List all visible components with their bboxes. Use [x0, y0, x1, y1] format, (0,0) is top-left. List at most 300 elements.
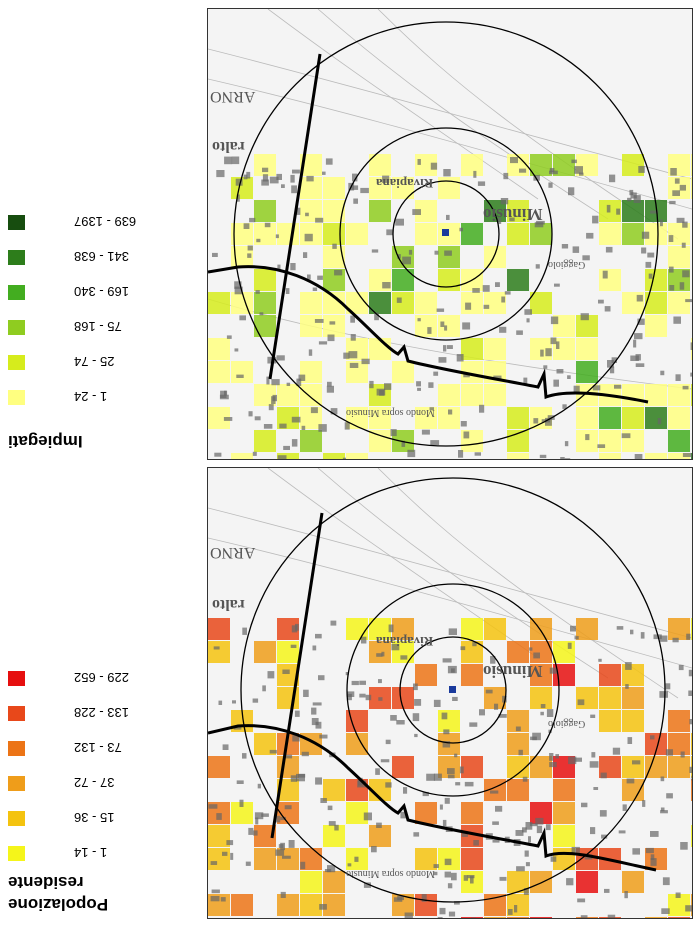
building-footprint: [614, 385, 621, 389]
building-footprint: [547, 709, 553, 717]
building-footprint: [661, 908, 669, 914]
density-cell: [576, 407, 598, 429]
building-footprint: [581, 915, 588, 918]
building-footprint: [516, 727, 521, 732]
building-footprint: [430, 440, 439, 445]
density-cell: [461, 618, 483, 640]
density-cell: [484, 384, 506, 406]
legend-item: [8, 808, 198, 830]
density-cell: [668, 756, 690, 778]
density-cell: [254, 269, 276, 291]
building-footprint: [592, 216, 598, 224]
building-footprint: [623, 804, 627, 811]
legend-item: [8, 738, 198, 760]
building-footprint: [438, 917, 443, 918]
building-footprint: [546, 824, 551, 830]
density-cell: [576, 618, 598, 640]
building-footprint: [292, 417, 301, 423]
building-footprint: [556, 341, 559, 349]
density-cell: [507, 223, 529, 245]
building-footprint: [354, 857, 358, 862]
building-footprint: [232, 700, 236, 703]
building-footprint: [313, 646, 317, 651]
building-footprint: [447, 768, 455, 774]
density-cell: [461, 664, 483, 686]
building-footprint: [275, 849, 284, 855]
legend-label: 15 - 36: [74, 810, 115, 825]
building-footprint: [681, 752, 685, 758]
density-cell: [369, 200, 391, 222]
building-footprint: [433, 372, 438, 376]
building-footprint: [600, 810, 607, 817]
building-footprint: [526, 822, 533, 830]
building-footprint: [246, 862, 251, 866]
density-cell: [323, 825, 345, 847]
legend-swatch: [8, 811, 25, 826]
building-footprint: [269, 404, 274, 410]
building-footprint: [530, 737, 537, 741]
legend-label: 169 - 340: [74, 284, 129, 299]
building-footprint: [443, 820, 447, 827]
building-footprint: [448, 775, 455, 779]
building-footprint: [680, 185, 686, 191]
density-cell: [576, 361, 598, 383]
legend-label: 1 - 24: [74, 389, 108, 404]
density-cell: [277, 894, 299, 916]
building-footprint: [505, 291, 511, 294]
density-cell: [599, 687, 621, 709]
density-cell: [461, 338, 483, 360]
legend-title-line2: residente: [8, 873, 84, 892]
legend-swatch: [8, 741, 25, 756]
building-footprint: [519, 169, 526, 173]
building-footprint: [451, 873, 457, 881]
building-footprint: [262, 685, 266, 691]
building-footprint: [322, 172, 326, 175]
building-footprint: [211, 896, 220, 901]
building-footprint: [256, 239, 260, 242]
density-cell: [415, 292, 437, 314]
building-footprint: [637, 295, 643, 302]
building-footprint: [290, 175, 294, 183]
legend-swatch: [8, 285, 25, 300]
density-cell: [553, 779, 575, 801]
building-footprint: [682, 270, 689, 277]
density-cell: [300, 384, 322, 406]
building-footprint: [220, 395, 229, 400]
density-cell: [645, 315, 667, 337]
building-footprint: [543, 365, 547, 369]
building-footprint: [244, 223, 250, 229]
building-footprint: [479, 405, 484, 413]
building-footprint: [359, 681, 366, 685]
building-footprint: [683, 386, 689, 390]
map-label-gaggiolo: Gaggiolo: [548, 259, 586, 270]
building-footprint: [262, 168, 268, 172]
building-footprint: [303, 252, 307, 258]
building-footprint: [574, 166, 583, 174]
building-footprint: [378, 697, 382, 701]
density-cell: [461, 756, 483, 778]
legend-swatch: [8, 846, 25, 861]
building-footprint: [224, 417, 232, 421]
density-cell: [530, 871, 552, 893]
building-footprint: [555, 754, 559, 758]
building-footprint: [672, 190, 680, 196]
building-footprint: [256, 290, 260, 294]
building-footprint: [391, 429, 397, 436]
density-cell: [323, 871, 345, 893]
building-footprint: [413, 713, 420, 721]
building-footprint: [516, 866, 525, 871]
building-footprint: [478, 181, 485, 186]
building-footprint: [237, 780, 244, 784]
building-footprint: [326, 158, 333, 164]
building-footprint: [270, 750, 277, 754]
building-footprint: [660, 220, 663, 227]
legend-swatch: [8, 390, 25, 405]
density-cell: [553, 641, 575, 663]
building-footprint: [369, 381, 373, 388]
legend-item: [8, 212, 198, 234]
building-footprint: [286, 288, 290, 294]
density-cell: [300, 315, 322, 337]
building-footprint: [590, 827, 595, 834]
building-footprint: [303, 690, 309, 697]
building-footprint: [282, 670, 289, 675]
building-footprint: [296, 774, 305, 781]
building-footprint: [551, 856, 557, 861]
density-cell: [323, 453, 345, 459]
building-footprint: [483, 285, 490, 292]
building-footprint: [533, 653, 540, 659]
building-footprint: [219, 701, 223, 705]
building-footprint: [641, 632, 645, 639]
building-footprint: [541, 704, 546, 708]
building-footprint: [649, 274, 653, 279]
building-footprint: [382, 282, 390, 288]
building-footprint: [427, 327, 431, 334]
building-footprint: [567, 375, 571, 379]
building-footprint: [283, 446, 290, 450]
building-footprint: [248, 828, 253, 835]
density-cell: [277, 223, 299, 245]
building-footprint: [545, 348, 551, 356]
building-footprint: [689, 767, 692, 773]
building-footprint: [232, 157, 239, 165]
density-cell: [392, 756, 414, 778]
building-footprint: [416, 381, 421, 386]
building-footprint: [400, 655, 407, 659]
building-footprint: [417, 388, 421, 391]
building-footprint: [630, 356, 639, 362]
building-footprint: [396, 720, 404, 725]
density-cell: [645, 453, 667, 459]
legend-item: [8, 282, 198, 304]
building-footprint: [494, 704, 498, 710]
building-footprint: [689, 670, 692, 677]
building-footprint: [407, 450, 415, 457]
legend-label: 341 - 638: [74, 249, 129, 264]
building-footprint: [428, 382, 433, 388]
building-footprint: [683, 453, 691, 457]
building-footprint: [650, 735, 655, 739]
building-footprint: [268, 671, 275, 678]
station-marker: [449, 686, 456, 693]
density-cell: [231, 894, 253, 916]
building-footprint: [359, 694, 365, 698]
legend-swatch: [8, 671, 25, 686]
density-cell: [461, 802, 483, 824]
map-label-ralto: ralto: [212, 138, 245, 155]
building-footprint: [330, 321, 336, 324]
building-footprint: [224, 157, 232, 165]
building-footprint: [627, 779, 635, 784]
building-footprint: [246, 172, 250, 179]
building-footprint: [514, 905, 517, 912]
building-footprint: [397, 298, 402, 303]
density-cell: [346, 223, 368, 245]
building-footprint: [465, 782, 474, 787]
building-footprint: [585, 434, 589, 440]
legend-label: 37 - 72: [74, 775, 115, 790]
building-footprint: [249, 411, 253, 416]
building-footprint: [377, 389, 386, 396]
density-cell: [530, 154, 552, 176]
building-footprint: [452, 697, 458, 701]
building-footprint: [495, 282, 500, 287]
building-footprint: [389, 625, 394, 633]
building-footprint: [437, 309, 445, 312]
building-footprint: [537, 826, 542, 833]
density-cell: [231, 453, 253, 459]
building-footprint: [663, 877, 670, 885]
building-footprint: [679, 665, 684, 670]
building-footprint: [445, 872, 451, 878]
building-footprint: [443, 169, 450, 176]
building-footprint: [660, 810, 668, 813]
building-footprint: [242, 753, 247, 759]
building-footprint: [248, 246, 253, 251]
building-footprint: [209, 804, 218, 809]
building-footprint: [529, 647, 532, 650]
density-cell: [208, 848, 230, 870]
legend-label: 133 - 228: [74, 705, 129, 720]
density-cell: [415, 223, 437, 245]
building-footprint: [675, 178, 680, 183]
building-footprint: [440, 908, 446, 914]
density-cell: [668, 430, 690, 452]
building-footprint: [676, 893, 681, 899]
density-cell: [576, 687, 598, 709]
building-footprint: [549, 171, 558, 175]
density-cell: [553, 825, 575, 847]
density-cell: [645, 756, 667, 778]
building-footprint: [632, 760, 640, 764]
building-footprint: [680, 282, 685, 290]
building-footprint: [366, 695, 372, 700]
building-footprint: [350, 363, 359, 368]
building-footprint: [317, 276, 323, 280]
building-footprint: [625, 662, 632, 670]
building-footprint: [524, 309, 532, 315]
building-footprint: [613, 748, 620, 755]
building-footprint: [464, 432, 470, 439]
building-footprint: [247, 253, 251, 258]
building-footprint: [216, 170, 224, 177]
building-footprint: [351, 334, 356, 341]
density-cell: [691, 154, 692, 176]
density-cell: [323, 315, 345, 337]
legend-swatch: [8, 776, 25, 791]
building-footprint: [249, 218, 255, 222]
density-cell: [300, 894, 322, 916]
density-cell: [691, 733, 692, 755]
building-footprint: [302, 426, 306, 430]
building-footprint: [571, 160, 577, 164]
building-footprint: [434, 774, 442, 781]
building-footprint: [659, 691, 668, 698]
building-footprint: [448, 883, 452, 888]
building-footprint: [641, 248, 646, 254]
density-cell: [484, 292, 506, 314]
building-footprint: [670, 168, 677, 176]
building-footprint: [442, 713, 448, 720]
legend-item: [8, 352, 198, 374]
density-cell: [415, 664, 437, 686]
building-footprint: [566, 878, 573, 885]
building-footprint: [281, 892, 286, 898]
building-footprint: [680, 842, 688, 850]
building-footprint: [378, 679, 382, 683]
legend-swatch: [8, 215, 25, 230]
map-label-sopra-minusio: Mondo sopra Minusio: [346, 407, 435, 418]
building-footprint: [435, 251, 439, 255]
building-footprint: [449, 912, 455, 917]
building-footprint: [508, 909, 513, 915]
building-footprint: [352, 681, 359, 685]
building-footprint: [281, 184, 285, 188]
building-footprint: [351, 185, 358, 190]
map-label-minusio: Minusio: [483, 205, 543, 224]
density-cell: [438, 246, 460, 268]
building-footprint: [673, 317, 681, 324]
building-footprint: [440, 322, 444, 328]
building-footprint: [443, 729, 449, 734]
building-footprint: [276, 174, 282, 180]
building-footprint: [562, 244, 568, 249]
building-footprint: [448, 666, 457, 673]
density-cell: [599, 710, 621, 732]
density-cell: [576, 338, 598, 360]
building-footprint: [565, 458, 571, 459]
density-cell: [507, 641, 529, 663]
density-cell: [484, 246, 506, 268]
density-cell: [323, 177, 345, 199]
density-cell: [668, 246, 690, 268]
legend-label: 1 - 14: [74, 845, 108, 860]
building-footprint: [609, 175, 615, 183]
building-footprint: [223, 744, 229, 750]
density-cell: [484, 917, 506, 918]
building-footprint: [295, 624, 299, 631]
building-footprint: [440, 805, 443, 810]
building-footprint: [255, 812, 263, 819]
building-footprint: [279, 424, 286, 429]
building-footprint: [608, 915, 616, 918]
building-footprint: [343, 353, 349, 359]
legend-label: 25 - 74: [74, 354, 115, 369]
building-footprint: [669, 201, 675, 204]
building-footprint: [409, 250, 412, 255]
building-footprint: [390, 715, 397, 721]
density-cell: [507, 917, 529, 918]
building-footprint: [448, 410, 452, 415]
building-footprint: [560, 457, 565, 459]
density-cell: [277, 384, 299, 406]
legend-label: 229 - 652: [74, 670, 129, 685]
building-footprint: [447, 345, 453, 349]
building-footprint: [565, 441, 568, 446]
building-footprint: [395, 219, 404, 226]
density-cell: [668, 407, 690, 429]
building-footprint: [630, 630, 633, 635]
density-cell: [553, 802, 575, 824]
building-footprint: [264, 424, 273, 429]
density-cell: [691, 779, 692, 801]
building-footprint: [669, 285, 674, 291]
building-footprint: [371, 846, 377, 852]
density-cell: [530, 917, 552, 918]
building-footprint: [601, 773, 607, 779]
building-footprint: [444, 325, 447, 330]
building-footprint: [551, 317, 558, 325]
building-footprint: [271, 396, 275, 404]
building-footprint: [315, 634, 322, 639]
building-footprint: [503, 173, 508, 179]
building-footprint: [673, 638, 679, 643]
building-footprint: [461, 646, 466, 650]
building-footprint: [292, 170, 300, 174]
density-cell: [392, 361, 414, 383]
building-footprint: [315, 319, 324, 323]
building-footprint: [549, 762, 557, 767]
building-footprint: [343, 458, 346, 459]
building-footprint: [327, 382, 332, 387]
building-footprint: [258, 784, 261, 789]
density-cell: [645, 917, 667, 918]
density-cell: [438, 177, 460, 199]
building-footprint: [682, 243, 686, 248]
building-footprint: [465, 303, 471, 310]
building-footprint: [418, 318, 421, 321]
building-footprint: [295, 711, 300, 717]
building-footprint: [235, 348, 239, 351]
density-cell: [576, 430, 598, 452]
legend-label: 639 - 1397: [74, 214, 137, 229]
map-label-sopra-minusio: Mondo sopra Minusio: [346, 868, 435, 879]
building-footprint: [332, 244, 337, 249]
building-footprint: [375, 768, 380, 775]
building-footprint: [549, 753, 553, 761]
building-footprint: [403, 787, 407, 794]
building-footprint: [214, 453, 221, 457]
legend-label: 75 - 168: [74, 319, 122, 334]
building-footprint: [495, 806, 502, 812]
legend-title-line1: Popolazione: [8, 895, 109, 914]
building-footprint: [464, 875, 468, 881]
density-cell: [346, 453, 368, 459]
